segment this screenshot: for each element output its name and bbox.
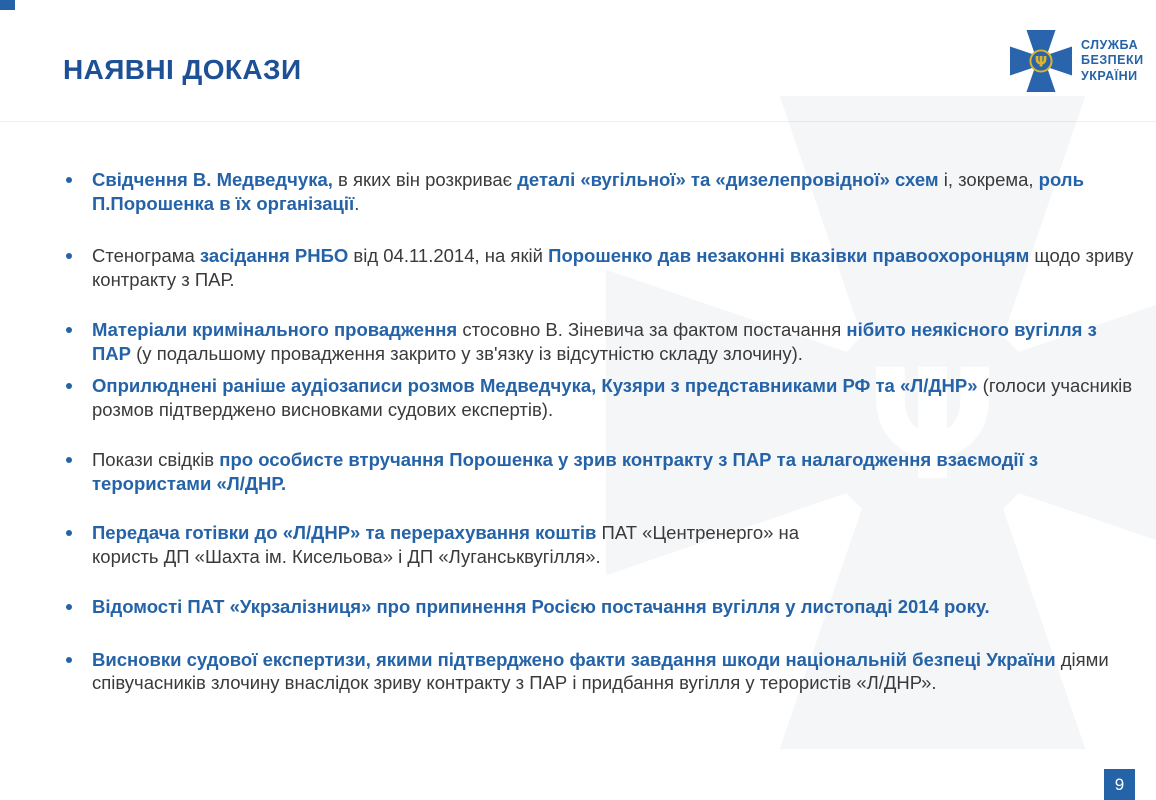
bullet-text [92,168,1134,215]
list-item [66,648,1138,695]
emphasis-text: нібито неякісного вугілля з ПАР [92,319,1097,364]
regular-text: і, зокрема, [938,169,1039,190]
regular-text: (у подальшому провадження закрито у зв'язку із відсутністю складу злочину). [131,342,803,364]
bullet-dot-icon [66,657,72,663]
corner-accent-bar [0,0,15,10]
bullet-dot-icon [66,253,72,259]
emphasis-text: Передача готівки до «Л/ДНР» та перерахування коштів [92,522,597,543]
logo-org-name-line2: БЕЗПЕКИ [1081,53,1144,68]
regular-text: стосовно В. Зіневича за фактом постачання [457,319,847,340]
bullet-dot-icon [66,604,72,610]
bullet-text [92,244,1134,291]
emphasis-text: засідання РНБО [199,245,349,266]
emphasis-text: Порошенко дав незаконні вказівки правоохоронцям [548,245,1030,266]
bullet-text [92,318,1134,365]
emphasis-text: Матеріали кримінального провадження [92,319,458,340]
regular-text: (голоси учасників розмов підтверджено висновками судових експертів). [92,375,1133,420]
emphasis-text: деталі «вугільної» та «дизелепровідної» схем [517,169,939,190]
emphasis-text: Висновки судової експертизи, якими підтверджено факти завдання шкоди національній безпеці України [92,648,1056,670]
regular-text: в яких він розкриває [332,169,518,190]
bullet-text [92,595,990,619]
page-number-badge: 9 [1104,769,1135,800]
bullet-dot-icon [66,177,72,183]
list-item [66,448,1138,495]
trident-icon: Ψ [1034,54,1048,71]
regular-text: від 04.11.2014, на якій [348,245,549,266]
emphasis-text: роль П.Порошенка в їх організації [92,169,1084,214]
list-item [66,168,1138,215]
emphasis-text: Свідчення В. Медведчука, [92,169,333,190]
regular-text: Стенограма [92,245,200,266]
emphasis-text: Відомості ПАТ «Укрзалізниця» про припинення Росією постачання вугілля у листопаді 2014 року. [92,596,990,617]
regular-text: користь ДП «Шахта ім. Кисельова» і ДП «Луганськвугілля». [92,545,601,567]
regular-text: ПАТ «Центренерго» на [596,522,800,543]
logo-org-name-line1: СЛУЖБА [1081,37,1139,52]
bullet-dot-icon [66,383,72,389]
list-item [66,374,1138,421]
bullet-text [92,448,1134,495]
logo-org-name-line3: УКРАЇНИ [1081,68,1138,83]
bullet-text [92,521,799,568]
bullet-text [92,648,1134,695]
regular-text: . [354,192,360,214]
bullet-dot-icon [66,530,72,536]
bullet-dot-icon [66,457,72,463]
page-title: НАЯВНІ ДОКАЗИ [63,54,302,85]
svg-text:Ψ: Ψ [867,337,998,516]
emphasis-text: про особисте втручання Порошенка у зрив контракту з ПАР та налагодження взаємодії з терористами «Л/ДНР. [92,449,1039,494]
list-item [66,521,1138,568]
bullet-dot-icon [66,327,72,333]
bullet-text [92,374,1134,421]
list-item [66,318,1138,365]
emphasis-text: Оприлюднені раніше аудіозаписи розмов Медведчука, Кузяри з представниками РФ та «Л/ДНР» [92,375,978,396]
list-item [66,244,1138,291]
list-item [66,595,1138,619]
evidence-list [66,0,1138,695]
regular-text: щодо зриву контракту з ПАР. [92,245,1134,290]
regular-text: діями співучасників злочину внаслідок зриву контракту з ПАР і придбання вугілля у терористів «Л/ДНР». [92,648,1109,693]
regular-text: Покази свідків [92,449,220,470]
